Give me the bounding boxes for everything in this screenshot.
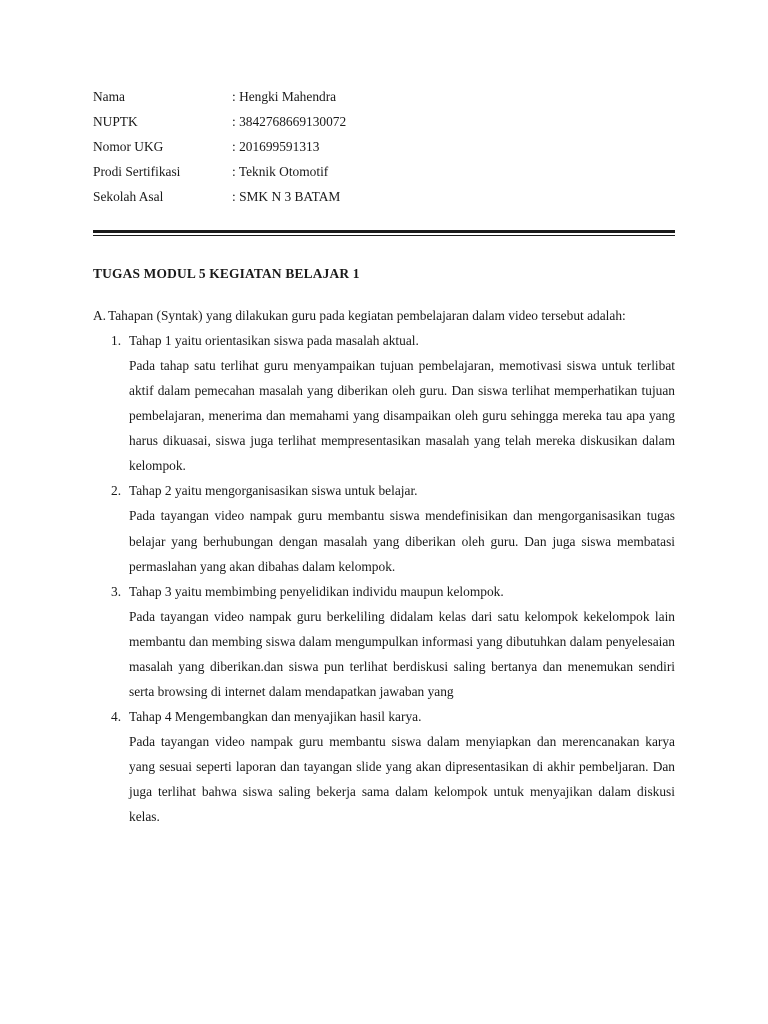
identity-label: Prodi Sertifikasi — [93, 164, 181, 179]
identity-value: : 201699591313 — [232, 139, 320, 154]
step-title — [111, 704, 675, 729]
section-a-intro — [93, 303, 675, 328]
step-paragraph: Pada tayangan video nampak guru berkeliling didalam kelas dari satu kelompok kekelompok lain membantu dan membing siswa dalam mengumpulkan informasi yang dibutuhkan dalam penyelesaian masalah yang diberikan.dan siswa pun terlihat berdiskusi saling bertanya dan menemukan sendiri serta browsing di internet dalam mendapatkan jawaban yang — [129, 608, 675, 700]
step-title-text: Tahap 1 yaitu orientasikan siswa pada masalah aktual. — [129, 333, 419, 348]
step-title-text: Tahap 4 Mengembangkan dan menyajikan hasil karya. — [129, 709, 422, 725]
step-title — [111, 579, 675, 604]
list-item — [111, 328, 675, 478]
identity-value: : Teknik Otomotif — [232, 164, 329, 179]
step-list — [93, 328, 675, 830]
step-number: 1. — [111, 333, 122, 348]
step-paragraph: Pada tayangan video nampak guru membantu siswa dalam menyiapkan dan merencanakan karya yang sesuai seperti laporan dan tayangan slide yang akan dipresentasikan di akhir pembeljaran. Dan juga terlihat bahwa siswa saling bekerja sama dalam kelompok untuk menyajikan dalam diskusi kelas. — [129, 734, 675, 825]
step-paragraph: Pada tayangan video nampak guru membantu siswa mendefinisikan dan mengorganisasikan tugas belajar yang berhubungan dengan masalah yang diberikan oleh guru. Dan juga siswa membatasi permaslahan yang akan dibahas dalam kelompok. — [129, 508, 675, 574]
step-title-text: Tahap 2 yaitu mengorganisasikan siswa untuk belajar. — [129, 483, 418, 499]
list-item — [111, 579, 675, 704]
identity-label: Sekolah Asal — [93, 189, 164, 204]
step-title — [111, 478, 675, 503]
section-a-marker: A. — [93, 308, 107, 323]
step-title — [111, 328, 675, 353]
step-title-text: Tahap 3 yaitu membimbing penyelidikan individu maupun kelompok. — [129, 583, 504, 599]
step-number: 2. — [111, 483, 122, 499]
step-number: 3. — [111, 583, 122, 599]
list-item — [111, 478, 675, 578]
section-a — [93, 303, 675, 830]
identity-value: : SMK N 3 BATAM — [232, 189, 341, 204]
identity-value: : 3842768669130072 — [232, 114, 347, 129]
list-item — [111, 704, 675, 829]
step-paragraph: Pada tahap satu terlihat guru menyampaikan tujuan pembelajaran, memotivasi siswa untuk terlibat aktif dalam pemecahan masalah yang diberikan oleh guru. Dan siswa terlihat memperhatikan tujuan pembelajaran, menerima dan memahami yang disampaikan oleh guru sehingga mereka tau apa yang harus dikuasai, siswa juga terlihat mempresentasikan masalah yang telah mereka diskusikan dalam kelompok. — [129, 358, 675, 474]
identity-label: Nomor UKG — [93, 139, 164, 154]
identity-value: : Hengki Mahendra — [232, 89, 337, 104]
divider-thin — [93, 235, 675, 236]
identity-label: NUPTK — [93, 114, 138, 129]
divider-thick — [93, 230, 675, 233]
step-number: 4. — [111, 709, 122, 725]
identity-label: Nama — [93, 89, 125, 104]
section-a-intro-text: Tahapan (Syntak) yang dilakukan guru pada kegiatan pembelajaran dalam video tersebut adalah: — [108, 308, 626, 323]
page-title: TUGAS MODUL 5 KEGIATAN BELAJAR 1 — [93, 266, 360, 281]
